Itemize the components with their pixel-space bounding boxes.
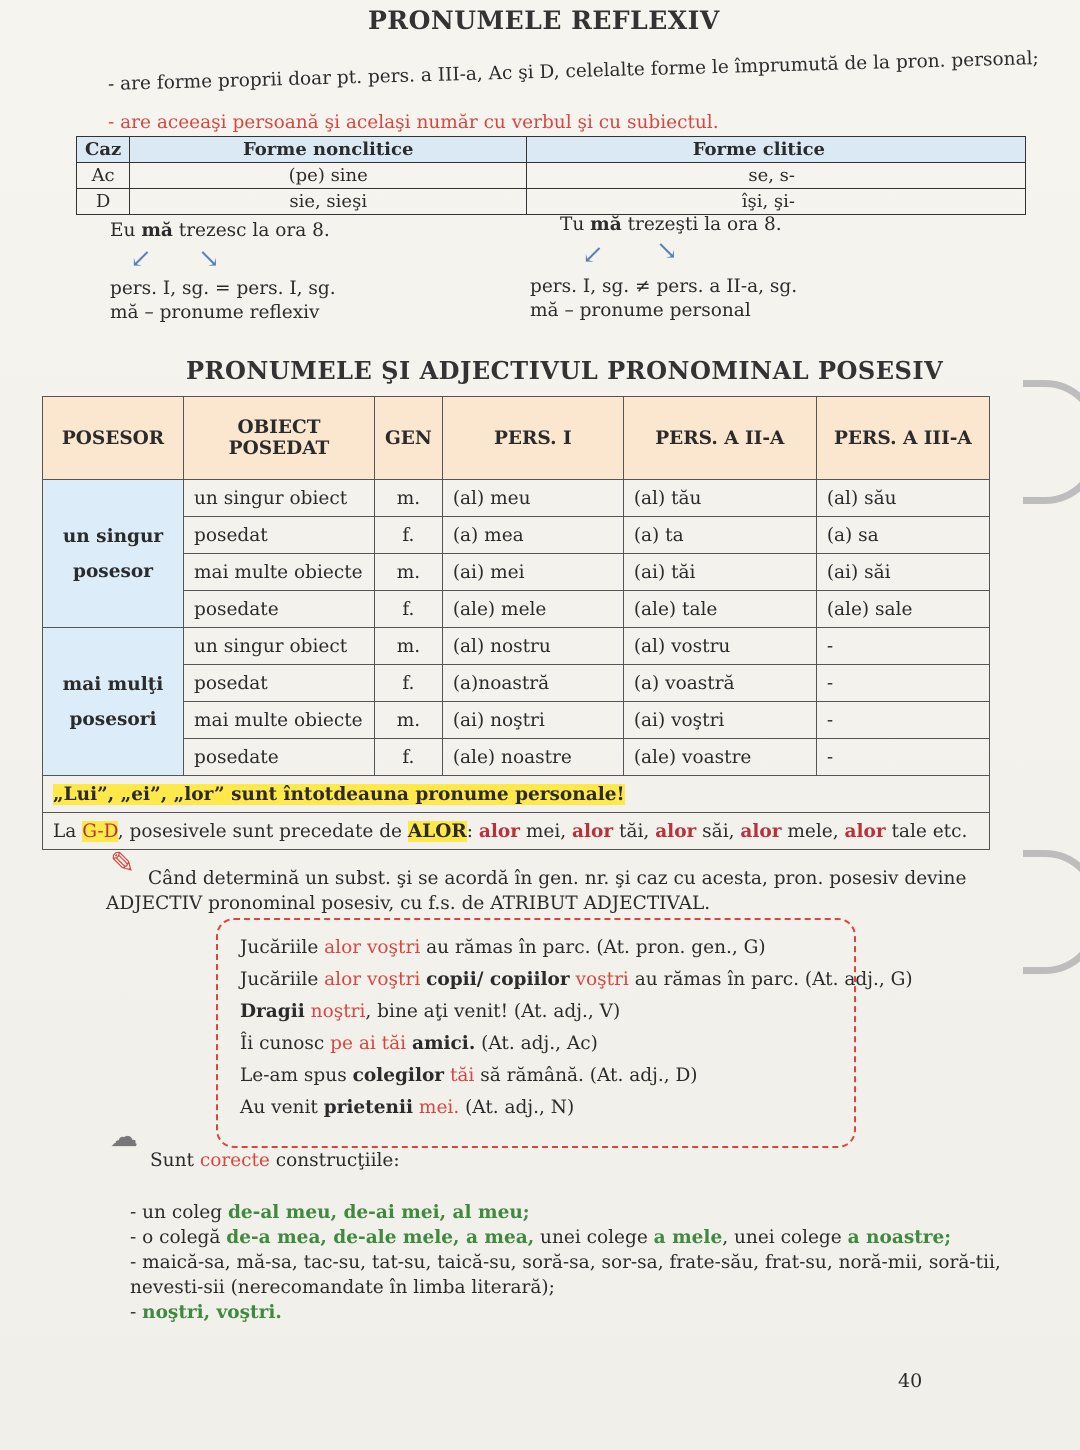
pers1-cell: (a) mea (442, 517, 623, 554)
gen-cell: f. (375, 591, 443, 628)
corecte-intro: Sunt corecte construcţiile: (150, 1150, 400, 1171)
row-caz: Ac (77, 163, 130, 189)
pers2-cell: (ai) tăi (623, 554, 816, 591)
example-2-note-1: pers. I, sg. ≠ pers. a II-a, sg. (530, 276, 798, 297)
example-1: Eu mă trezesc la ora 8. (110, 220, 330, 241)
pers1-cell: (a)noastră (442, 665, 623, 702)
reflexiv-rule-2: - are aceeaşi persoană şi acelaşi număr cu verbul şi cu subiectul. (108, 112, 719, 133)
arrow-icon: ↘ (656, 236, 678, 266)
list-item: - maică-sa, mă-sa, tac-su, tat-su, taică-su, soră-sa, sor-sa, frate-său, frat-su, noră-mii, soră-tii, (130, 1252, 1001, 1273)
list-item: Îi cunosc pe ai tăi amici. (At. adj., Ac) (240, 1033, 598, 1054)
posesiv-title: PRONUMELE ŞI ADJECTIVUL PRONOMINAL POSESIV (186, 356, 944, 385)
pers2-cell: (ale) voastre (623, 739, 816, 776)
list-item: Le-am spus colegilor tăi să rămână. (At. adj., D) (240, 1065, 698, 1086)
row-nonclitic: (pe) sine (130, 163, 527, 189)
adjectiv-line-2: ADJECTIV pronominal posesiv, cu f.s. de ATRIBUT ADJECTIVAL. (106, 893, 711, 914)
obiect-cell: mai multe obiecte (184, 702, 375, 739)
pers3-cell: (a) sa (816, 517, 989, 554)
list-item: Au venit prietenii mei. (At. adj., N) (240, 1097, 575, 1118)
arrow-icon: ↙ (130, 244, 152, 274)
arrow-icon: ↙ (582, 240, 604, 270)
pers1-cell: (ale) mele (442, 591, 623, 628)
row-caz: D (77, 189, 130, 215)
header-clitic: Forme clitice (527, 137, 1026, 163)
header-posesor: POSESOR (43, 397, 184, 480)
table-row (43, 480, 990, 517)
pers2-cell: (ai) voştri (623, 702, 816, 739)
posesor-cell: mai mulţi posesori (43, 628, 184, 776)
obiect-cell: un singur obiect (184, 480, 375, 517)
pers2-cell: (ale) tale (623, 591, 816, 628)
list-item: Jucăriile alor voştri copii/ copiilor voştri au rămas în parc. (At. adj., G) (240, 969, 913, 990)
pers2-cell: (a) ta (623, 517, 816, 554)
pencil-icon: ✎ (110, 846, 136, 881)
reflexiv-title: PRONUMELE REFLEXIV (368, 6, 720, 35)
example-2: Tu mă trezeşti la ora 8. (560, 214, 782, 235)
binder-ring-top (1023, 380, 1080, 504)
row-clitic: se, s- (527, 163, 1026, 189)
gen-cell: f. (375, 665, 443, 702)
list-item: - un coleg de-al meu, de-ai mei, al meu; (130, 1202, 530, 1223)
header-pers-1: PERS. I (442, 397, 623, 480)
gen-cell: m. (375, 480, 443, 517)
header-obiect: OBIECT POSEDAT (184, 397, 375, 480)
list-item: - noştri, voştri. (130, 1302, 282, 1323)
table-row (43, 739, 990, 776)
example-1-note-2: mă – pronume reflexiv (110, 302, 320, 323)
list-item: Dragii noştri, bine aţi venit! (At. adj., V) (240, 1001, 621, 1022)
header-gen: GEN (375, 397, 443, 480)
pers1-cell: (al) meu (442, 480, 623, 517)
pers2-cell: (al) vostru (623, 628, 816, 665)
list-item: nevesti-sii (nerecomandate în limba literară); (130, 1277, 555, 1298)
example-1-note-1: pers. I, sg. = pers. I, sg. (110, 278, 336, 299)
pers3-cell: - (816, 702, 989, 739)
obiect-cell: posedate (184, 739, 375, 776)
table-row (43, 628, 990, 665)
obiect-cell: posedat (184, 665, 375, 702)
note-alor: La G-D, posesivele sunt precedate de ALOR: alor mei, alor tăi, alor săi, alor mele, alor tale etc. (43, 813, 990, 850)
note-lui-ei-lor: „Lui”, „ei”, „lor” sunt întotdeauna pronume personale! (43, 776, 990, 813)
reflexiv-rule-1: - are forme proprii doar pt. pers. a III-a, Ac şi D, celelalte forme le împrumută de la pron. personal; (107, 48, 1040, 95)
gen-cell: m. (375, 628, 443, 665)
pers3-cell: - (816, 628, 989, 665)
page-number: 40 (898, 1370, 923, 1392)
obiect-cell: un singur obiect (184, 628, 375, 665)
obiect-cell: posedate (184, 591, 375, 628)
list-item: Jucăriile alor voştri au rămas în parc. (At. pron. gen., G) (240, 937, 766, 958)
pers2-cell: (al) tău (623, 480, 816, 517)
posesiv-table (42, 396, 990, 850)
row-nonclitic: sie, sieşi (130, 189, 527, 215)
table-row (43, 517, 990, 554)
gen-cell: f. (375, 517, 443, 554)
header-nonclitic: Forme nonclitice (130, 137, 527, 163)
posesor-cell: un singur posesor (43, 480, 184, 628)
pers1-cell: (al) nostru (442, 628, 623, 665)
header-pers-3: PERS. A III-A (816, 397, 989, 480)
pers3-cell: - (816, 739, 989, 776)
example-2-note-2: mă – pronume personal (530, 300, 751, 321)
table-row (43, 702, 990, 739)
adjectiv-line-1: Când determină un subst. şi se acordă în gen. nr. şi caz cu acesta, pron. posesiv devine (148, 868, 967, 889)
header-pers-2: PERS. A II-A (623, 397, 816, 480)
gen-cell: m. (375, 554, 443, 591)
row-clitic: îşi, şi- (527, 189, 1026, 215)
pers1-cell: (ale) noastre (442, 739, 623, 776)
pers1-cell: (ai) noştri (442, 702, 623, 739)
gen-cell: m. (375, 702, 443, 739)
table-row (43, 665, 990, 702)
obiect-cell: mai multe obiecte (184, 554, 375, 591)
reflexiv-table (76, 136, 1026, 215)
obiect-cell: posedat (184, 517, 375, 554)
examples-list (240, 932, 913, 1124)
binder-ring-bottom (1023, 850, 1080, 974)
thinking-icon: ☁ (110, 1120, 138, 1153)
pers3-cell: - (816, 665, 989, 702)
pers2-cell: (a) voastră (623, 665, 816, 702)
header-caz: Caz (77, 137, 130, 163)
pers3-cell: (ai) săi (816, 554, 989, 591)
pers3-cell: (al) său (816, 480, 989, 517)
table-row (43, 554, 990, 591)
table-row (43, 591, 990, 628)
pers1-cell: (ai) mei (442, 554, 623, 591)
list-item: - o colegă de-a mea, de-ale mele, a mea, unei colege a mele, unei colege a noastre; (130, 1227, 952, 1248)
pers3-cell: (ale) sale (816, 591, 989, 628)
corecte-list (130, 1200, 1001, 1325)
arrow-icon: ↘ (198, 244, 220, 274)
gen-cell: f. (375, 739, 443, 776)
